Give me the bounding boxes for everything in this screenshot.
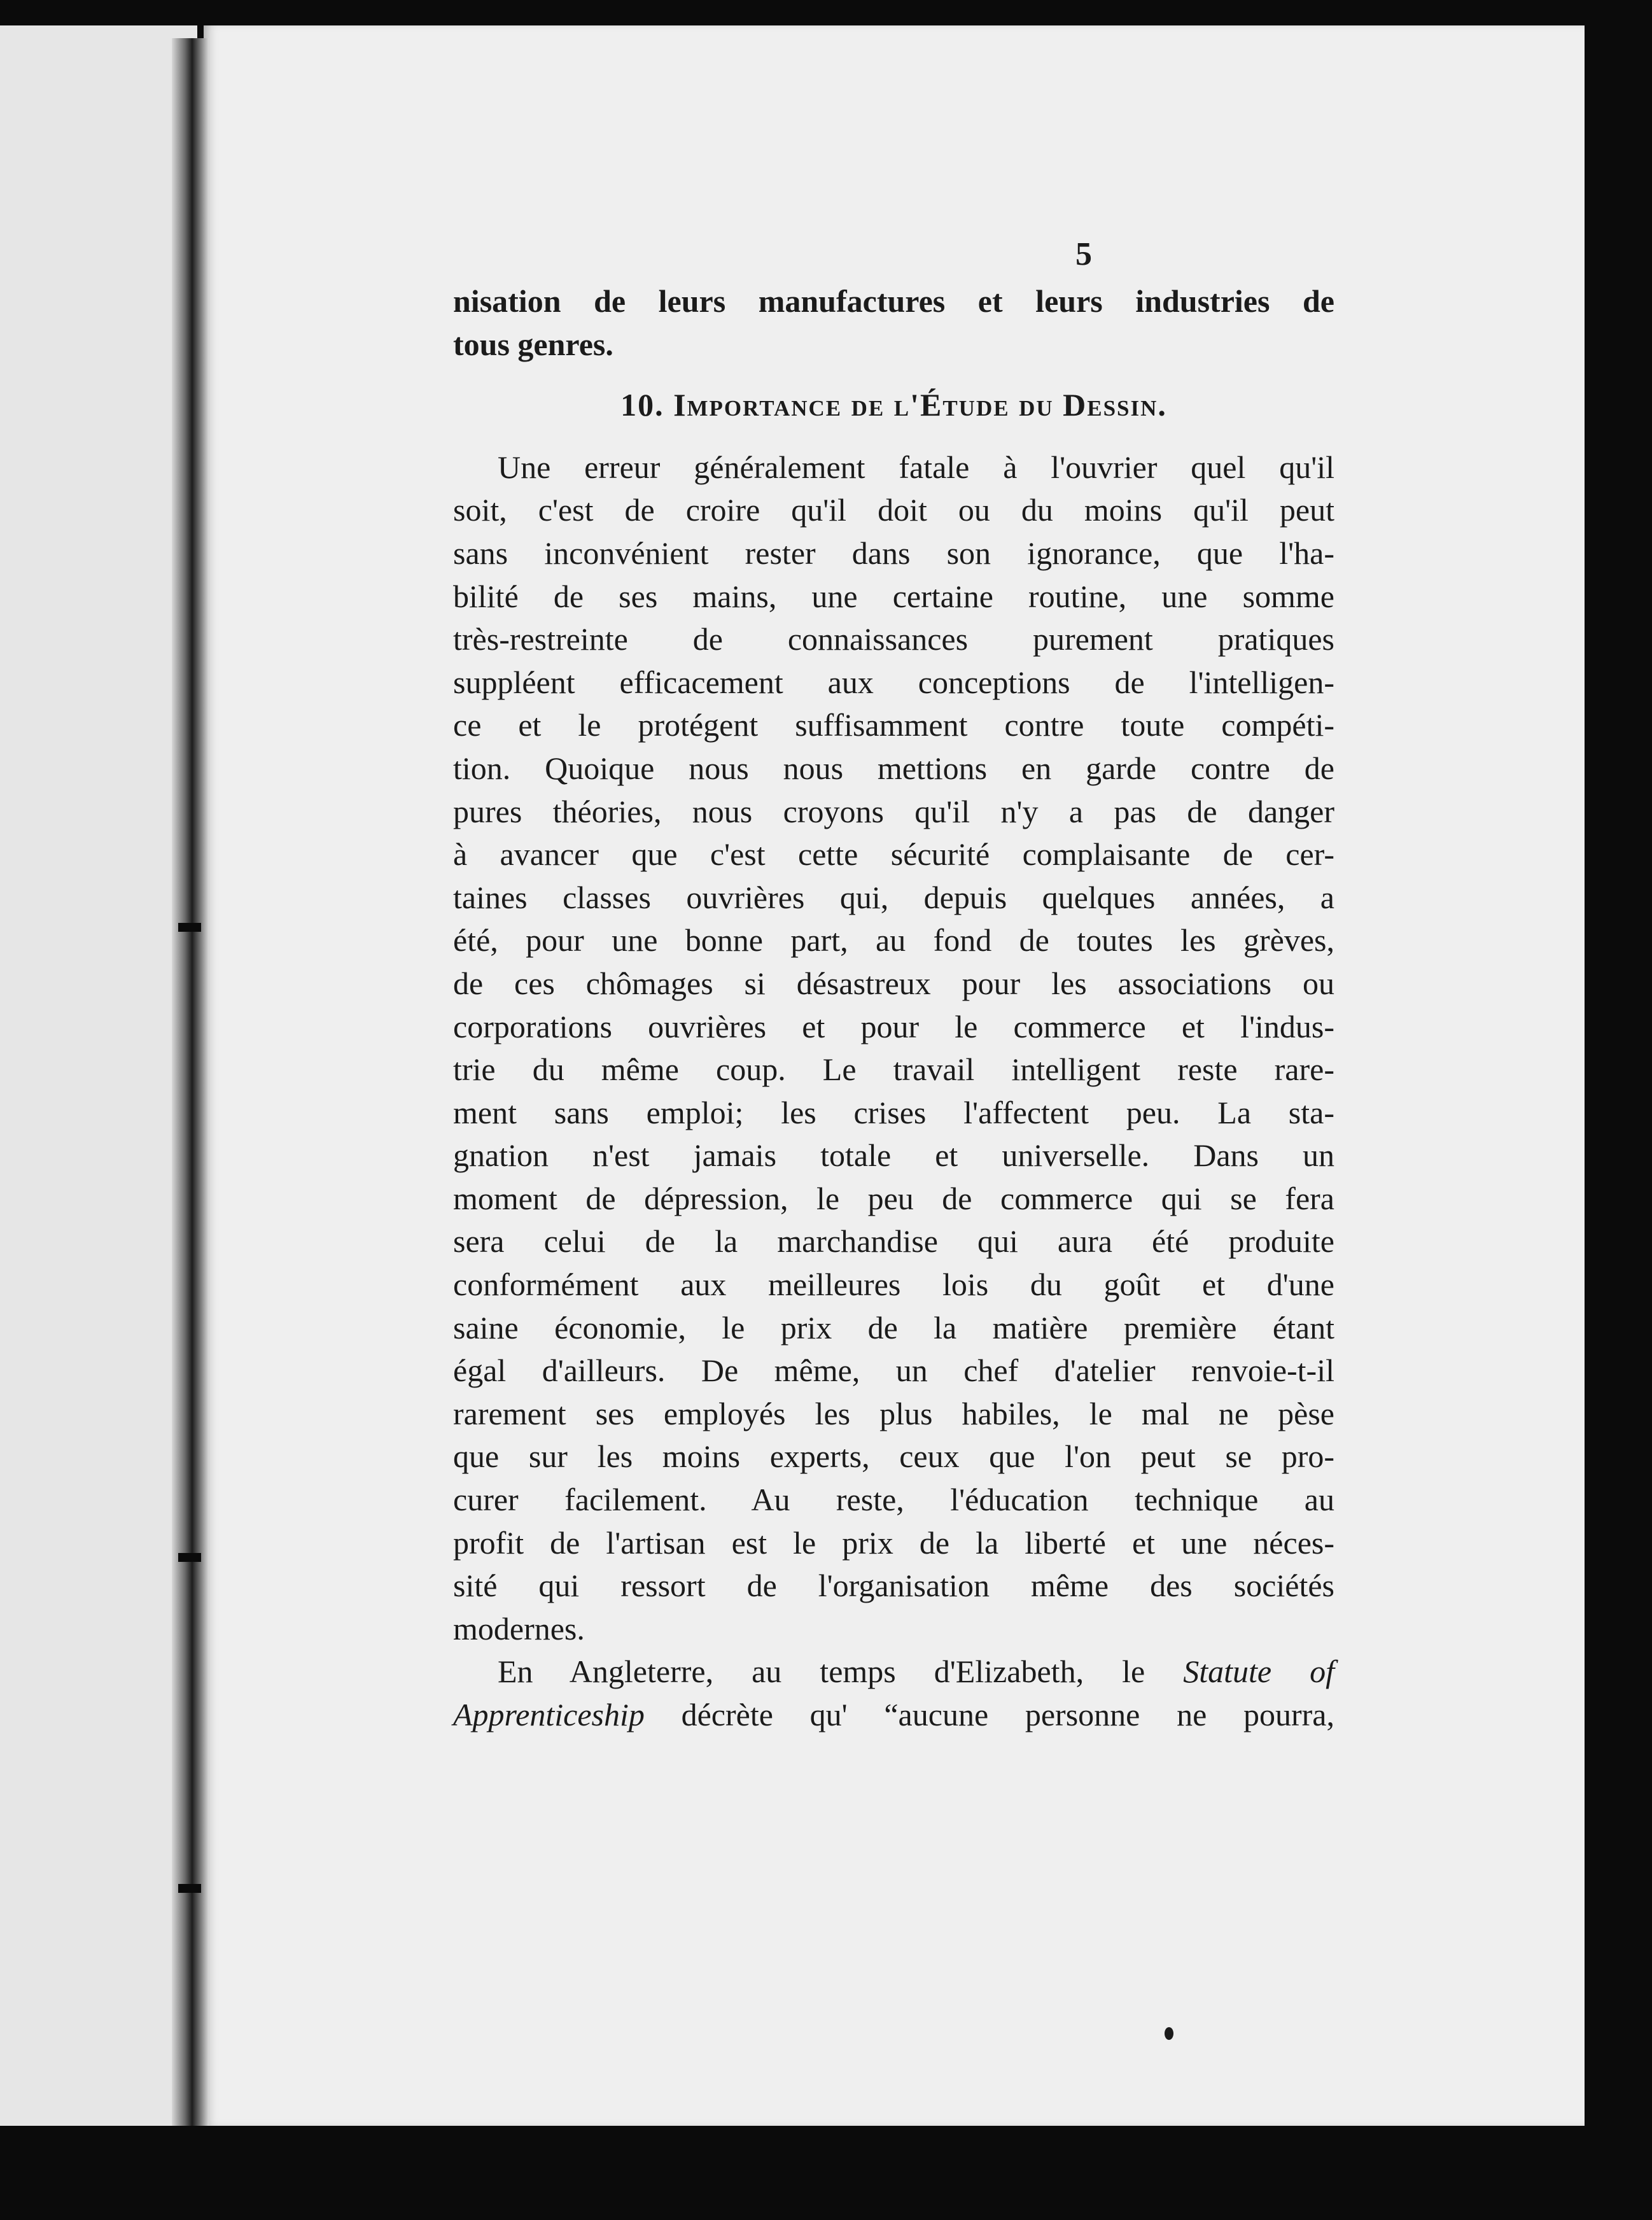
previous-page-edge bbox=[0, 25, 197, 2126]
text-line: soit, c'est de croire qu'il doit ou du moins qu'il peut bbox=[453, 492, 1334, 528]
text-line: sera celui de la marchandise qui aura été produite bbox=[453, 1223, 1334, 1260]
binding-mark bbox=[178, 1553, 201, 1562]
text-line: moment de dépression, le peu de commerce qui se fera bbox=[453, 1180, 1334, 1216]
text-span: décrète qu' “aucune personne ne pourra, bbox=[681, 1697, 1334, 1732]
section-title-word: Importance bbox=[673, 387, 843, 423]
text-line: profit de l'artisan est le prix de la liberté et une néces- bbox=[453, 1524, 1334, 1561]
section-title-word: de bbox=[851, 387, 885, 423]
text-line: tion. Quoique nous nous mettions en garde contre de bbox=[453, 750, 1334, 786]
page-number: 5 bbox=[1075, 236, 1092, 272]
text-line: trie du même coup. Le travail intelligent reste rare- bbox=[453, 1051, 1334, 1088]
text-line: Une erreur généralement fatale à l'ouvrier quel qu'il bbox=[498, 449, 1334, 485]
text-line: de ces chômages si désastreux pour les associations ou bbox=[453, 965, 1334, 1001]
paragraph-2-line-2 bbox=[453, 1694, 1334, 1737]
text-line: nisation de leurs manufactures et leurs industries de bbox=[453, 283, 1334, 319]
text-line: sité qui ressort de l'organisation même des sociétés bbox=[453, 1568, 1334, 1604]
text-line: été, pour une bonne part, au fond de toutes les grèves, bbox=[453, 922, 1334, 959]
text-line: sans inconvénient rester dans son ignorance, que l'ha- bbox=[453, 535, 1334, 571]
text-line: que sur les moins experts, ceux que l'on peut se pro- bbox=[453, 1438, 1334, 1475]
section-title-word: l'Étude bbox=[893, 387, 1010, 423]
binding-gutter bbox=[172, 38, 209, 2126]
section-number: 10. bbox=[620, 387, 664, 423]
binding-mark bbox=[178, 1884, 201, 1893]
text-line: très-restreinte de connaissances purement pratiques bbox=[453, 621, 1334, 657]
section-heading bbox=[453, 384, 1334, 427]
text-line: modernes. bbox=[453, 1610, 585, 1647]
text-line: égal d'ailleurs. De même, un chef d'atelier renvoie-t-il bbox=[453, 1352, 1334, 1389]
text-line: pures théories, nous croyons qu'il n'y a pas de danger bbox=[453, 793, 1334, 829]
text-line: curer facilement. Au reste, l'éducation technique au bbox=[453, 1482, 1334, 1518]
text-line: gnation n'est jamais totale et universelle. Dans un bbox=[453, 1137, 1334, 1174]
text-line: saine économie, le prix de la matière première étant bbox=[453, 1309, 1334, 1345]
section-title-word: Dessin. bbox=[1063, 387, 1167, 423]
text-line: ce et le protégent suffisamment contre toute compéti- bbox=[453, 707, 1334, 743]
text-line: taines classes ouvrières qui, depuis quelques années, a bbox=[453, 879, 1334, 915]
text-line: corporations ouvrières et pour le commerce et l'indus- bbox=[453, 1008, 1334, 1044]
page-text bbox=[453, 280, 1334, 1737]
text-line: tous genres. bbox=[453, 326, 613, 362]
text-line: ment sans emploi; les crises l'affectent peu. La sta- bbox=[453, 1094, 1334, 1130]
text-line: à avancer que c'est cette sécurité complaisante de cer- bbox=[453, 836, 1334, 873]
text-line: conformément aux meilleures lois du goût et d'une bbox=[453, 1267, 1334, 1303]
ink-spot bbox=[1165, 2027, 1173, 2040]
paragraph-1 bbox=[453, 446, 1334, 1651]
statute-title: Statute of bbox=[1183, 1654, 1334, 1690]
binding-mark bbox=[178, 923, 201, 932]
text-line: rarement ses employés les plus habiles, le mal ne pèse bbox=[453, 1395, 1334, 1431]
section-title-word: du bbox=[1019, 387, 1054, 423]
text-line: bilité de ses mains, une certaine routine, une somme bbox=[453, 578, 1334, 614]
text-span: En Angleterre, au temps d'Elizabeth, le bbox=[498, 1654, 1145, 1690]
statute-title: Apprenticeship bbox=[453, 1697, 645, 1732]
text-line: suppléent efficacement aux conceptions de l'intelligen- bbox=[453, 664, 1334, 700]
paragraph-2-line-1 bbox=[453, 1650, 1334, 1694]
